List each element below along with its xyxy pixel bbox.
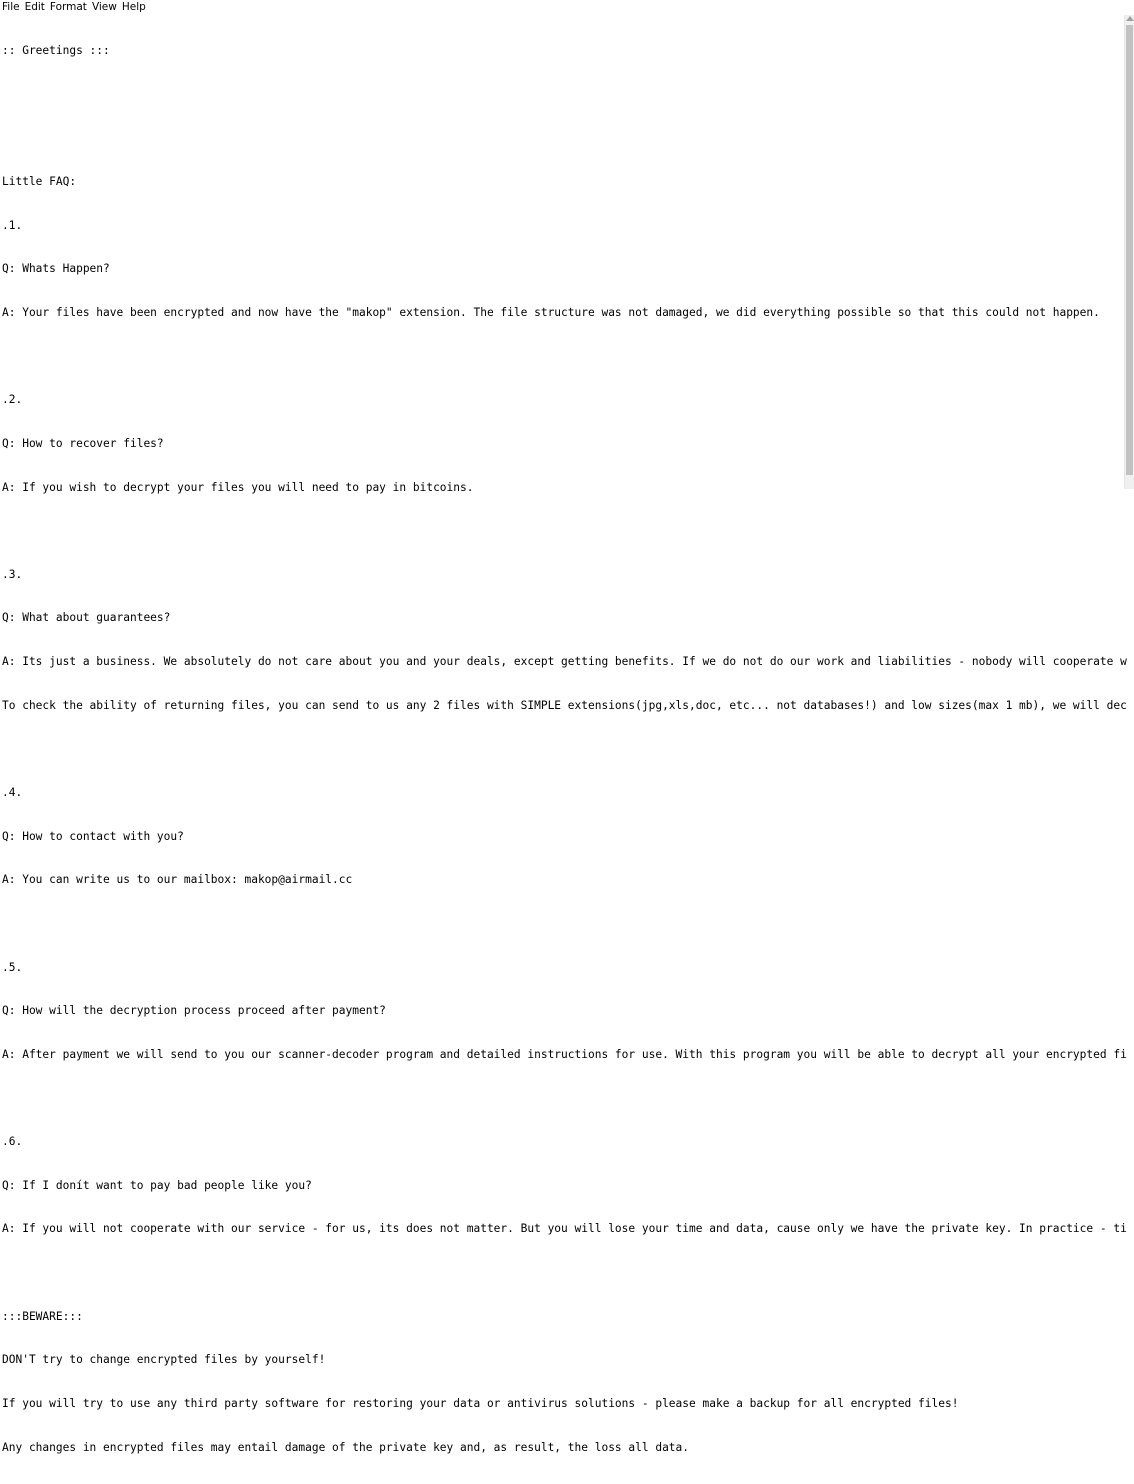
text-line: .2. <box>2 393 23 407</box>
text-line: A: If you will not cooperate with our service - for us, its does not matter. But you will lose your time and data, cause only we have the private key. In practice - ti <box>2 1222 1127 1236</box>
text-line: Q: How to contact with you? <box>2 829 184 843</box>
text-line <box>2 350 1127 365</box>
text-line: Q: What about guarantees? <box>2 611 171 625</box>
text-line: A: If you wish to decrypt your files you will need to pay in bitcoins. <box>2 480 474 494</box>
text-line <box>2 1091 1127 1106</box>
text-line <box>2 524 1127 539</box>
text-line: A: Your files have been encrypted and now have the "makop" extension. The file structure was not damaged, we did everything possible so that this could not happen. <box>2 305 1100 319</box>
text-line <box>2 131 1127 146</box>
text-line: To check the ability of returning files, you can send to us any 2 files with SIMPLE extensions(jpg,xls,doc, etc... not databases!) and low sizes(max 1 mb), we will dec <box>2 698 1127 712</box>
document-text[interactable] <box>2 15 1127 1484</box>
text-line: A: After payment we will send to you our scanner-decoder program and detailed instructions for use. With this program you will be able to decrypt all your encrypted fi <box>2 1047 1127 1061</box>
text-line: A: You can write us to our mailbox: makop@airmail.cc <box>2 873 353 887</box>
text-line: A: Its just a business. We absolutely do not care about you and your deals, except getting benefits. If we do not do our work and liabilities - nobody will cooperate w <box>2 655 1127 669</box>
text-line: :::BEWARE::: <box>2 1309 83 1323</box>
text-line <box>2 1266 1127 1281</box>
text-line: .1. <box>2 218 23 232</box>
text-line <box>2 88 1127 103</box>
text-line <box>2 742 1127 757</box>
menu-bar <box>0 0 1134 15</box>
menu-help[interactable]: Help <box>121 1 146 13</box>
vertical-scrollbar[interactable] <box>1124 15 1134 489</box>
text-line: .5. <box>2 960 23 974</box>
text-line: Q: How to recover files? <box>2 436 164 450</box>
scrollbar-thumb[interactable] <box>1126 25 1133 475</box>
scroll-up-icon[interactable] <box>1126 16 1134 21</box>
text-line: Little FAQ: <box>2 175 77 189</box>
menu-edit[interactable]: Edit <box>24 1 45 13</box>
text-line: Q: If I donít want to pay bad people like you? <box>2 1178 312 1192</box>
text-line: :: Greetings ::: <box>2 44 110 58</box>
text-line <box>2 917 1127 932</box>
text-editor[interactable] <box>0 15 1127 1454</box>
text-line: If you will try to use any third party software for restoring your data or antivirus solutions - please make a backup for all encrypted files! <box>2 1396 959 1410</box>
text-line: Q: Whats Happen? <box>2 262 110 276</box>
menu-format[interactable]: Format <box>49 1 87 13</box>
menu-view[interactable]: View <box>91 1 117 13</box>
text-line: Any changes in encrypted files may entail damage of the private key and, as result, the loss all data. <box>2 1440 690 1454</box>
text-line: Q: How will the decryption process proceed after payment? <box>2 1004 386 1018</box>
text-line: .3. <box>2 567 23 581</box>
text-line: .6. <box>2 1135 23 1149</box>
text-line: DON'T try to change encrypted files by yourself! <box>2 1353 326 1367</box>
text-line: .4. <box>2 785 23 799</box>
menu-file[interactable]: File <box>2 1 20 13</box>
